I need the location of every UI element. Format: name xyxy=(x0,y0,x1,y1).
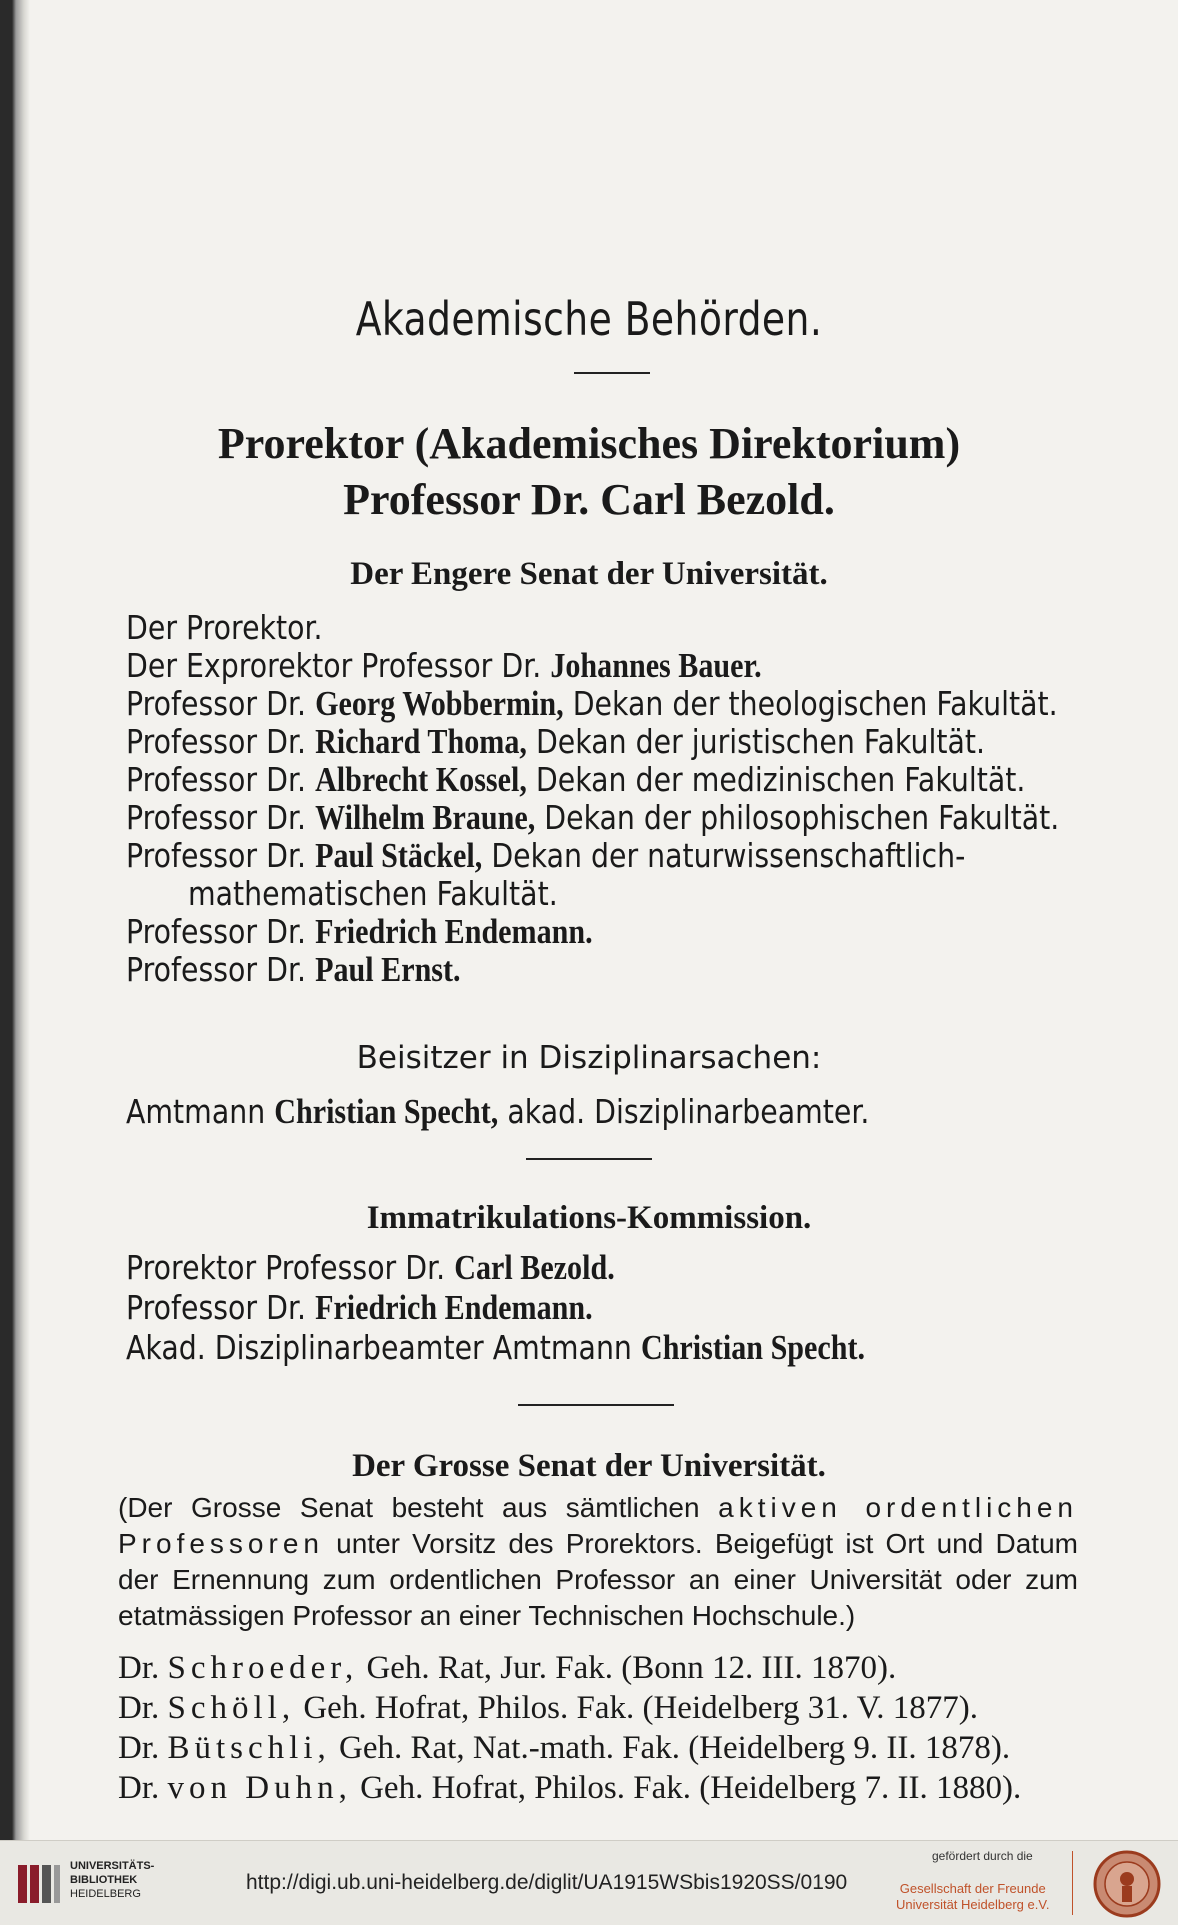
engere-senat-heading: Der Engere Senat der Universität. xyxy=(350,556,828,592)
section-divider xyxy=(518,1404,674,1406)
member-row: Dr. von Duhn, Geh. Hofrat, Philos. Fak. (Heidelberg 7. II. 1880). xyxy=(118,1770,1022,1806)
list-item: Professor Dr. Friedrich Endemann. xyxy=(126,912,593,951)
list-item: Professor Dr. Paul Stäckel, Dekan der naturwissenschaftlich- xyxy=(126,836,966,875)
grosse-senat-note: (Der Grosse Senat besteht aus sämtlichen aktiven ordentlichen Professoren unter Vorsitz des Prorektors. Beigefügt ist Ort und Datum der Ernennung zum ordentlichen Professor an einer Universität oder zum etatmässigen Professor an einer Technischen Hochschule.) xyxy=(118,1492,1078,1631)
title-divider xyxy=(574,372,650,374)
digitization-footer xyxy=(0,1840,1178,1925)
sponsor-name: Gesellschaft der Freunde Universität Heidelberg e.V. xyxy=(896,1881,1050,1912)
member-row: Dr. Schöll, Geh. Hofrat, Philos. Fak. (Heidelberg 31. V. 1877). xyxy=(118,1690,978,1726)
list-item: Professor Dr. Albrecht Kossel, Dekan der medizinischen Fakultät. xyxy=(126,760,1026,799)
university-seal-icon xyxy=(1092,1849,1162,1919)
list-item: Professor Dr. Georg Wobbermin, Dekan der theologischen Fakultät. xyxy=(126,684,1058,723)
permalink[interactable]: http://digi.ub.uni-heidelberg.de/diglit/UA1915WSbis1920SS/0190 xyxy=(246,1871,848,1894)
library-logo-icon xyxy=(14,1859,64,1909)
list-item: Akad. Disziplinarbeamter Amtmann Christian Specht. xyxy=(126,1328,866,1367)
section-divider xyxy=(526,1158,652,1160)
list-item: Der Prorektor. xyxy=(126,608,323,647)
beisitzer-heading: Beisitzer in Disziplinarsachen: xyxy=(356,1040,822,1076)
prorektor-name: Professor Dr. Carl Bezold. xyxy=(343,475,835,524)
sponsor-label: gefördert durch die xyxy=(932,1849,1033,1863)
list-item: mathematischen Fakultät. xyxy=(188,874,558,913)
list-item: Professor Dr. Wilhelm Braune, Dekan der philosophischen Fakultät. xyxy=(126,798,1060,837)
member-row: Dr. Bütschli, Geh. Rat, Nat.-math. Fak. (Heidelberg 9. II. 1878). xyxy=(118,1730,1011,1766)
grosse-senat-heading: Der Grosse Senat der Universität. xyxy=(352,1448,826,1484)
list-item: Prorektor Professor Dr. Carl Bezold. xyxy=(126,1248,615,1287)
footer-divider xyxy=(1072,1851,1073,1915)
page-title: Akademische Behörden. xyxy=(355,292,823,346)
list-item: Der Exprorektor Professor Dr. Johannes Bauer. xyxy=(126,646,762,685)
member-row: Dr. Schroeder, Geh. Rat, Jur. Fak. (Bonn 12. III. 1870). xyxy=(118,1650,897,1686)
library-name: UNIVERSITÄTS- BIBLIOTHEK HEIDELBERG xyxy=(70,1860,155,1900)
list-item: Professor Dr. Richard Thoma, Dekan der juristischen Fakultät. xyxy=(126,722,986,761)
list-item: Professor Dr. Friedrich Endemann. xyxy=(126,1288,593,1327)
immatrikulation-heading: Immatrikulations-Kommission. xyxy=(366,1200,812,1236)
beisitzer-line: Amtmann Christian Specht, akad. Disziplinarbeamter. xyxy=(126,1092,870,1131)
list-item: Professor Dr. Paul Ernst. xyxy=(126,950,461,989)
prorektor-heading: Prorektor (Akademisches Direktorium) xyxy=(217,419,961,468)
